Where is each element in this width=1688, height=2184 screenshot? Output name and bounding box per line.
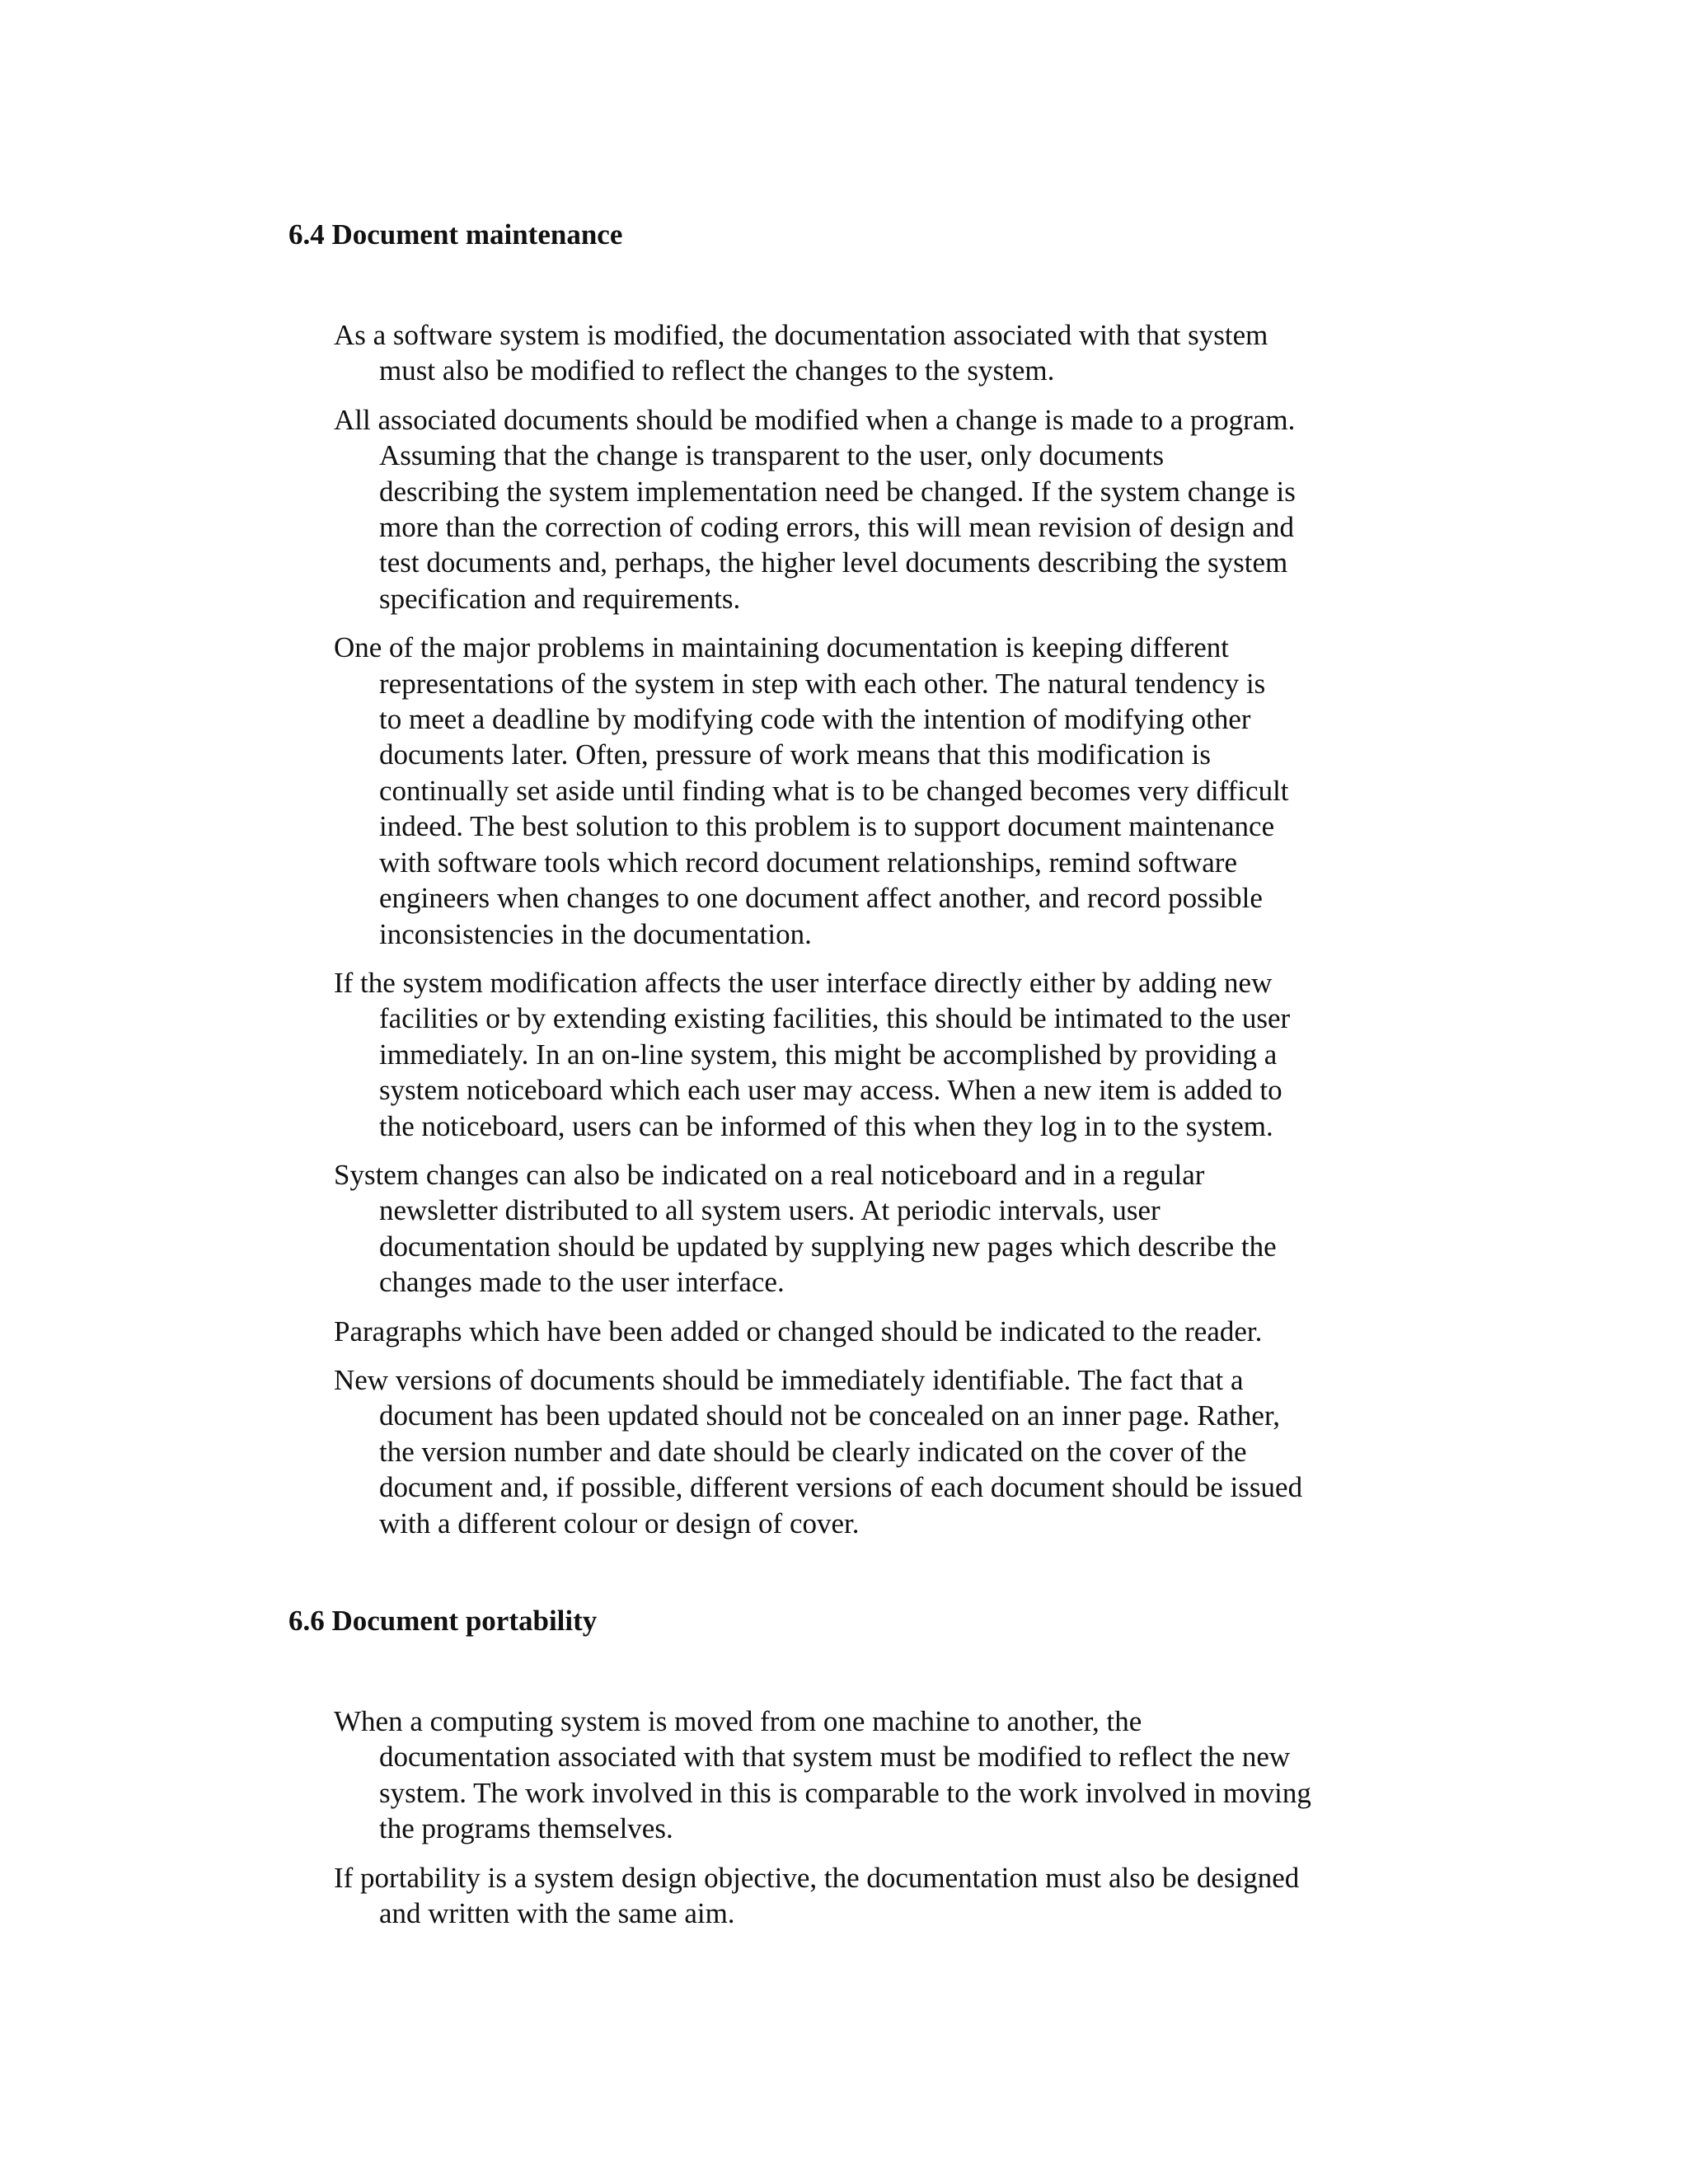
paragraph: All associated documents should be modified when a change is made to a program. Assuming that the change is transparent to the user, only documents describing the system implementation need be changed. If the system change is more than the correction of coding errors, this will mean revision of design and test documents and, perhaps, the higher level documents describing the system specification and requirements. xyxy=(334,403,1296,615)
section-heading-document-maintenance: 6.4 Document maintenance xyxy=(288,218,623,251)
paragraph: If portability is a system design objective, the documentation must also be designed and written with the same aim. xyxy=(334,1861,1300,1930)
paragraph: Paragraphs which have been added or changed should be indicated to the reader. xyxy=(334,1315,1263,1347)
paragraph: If the system modification affects the user interface directly either by adding new facilities or by extending existing facilities, this should be intimated to the user immediately. In an on-line system, this might be accomplished by providing a system noticeboard which each user may access. When a new item is added to the noticeboard, users can be informed of this when they log in to the system. xyxy=(334,966,1291,1142)
paragraph: One of the major problems in maintaining documentation is keeping different representations of the system in step with each other. The natural tendency is to meet a deadline by modifying code with the intention of modifying other documents later. Often, pressure of work means that this modification is continually set aside until finding what is to be changed becomes very difficult indeed. The best solution to this problem is to support document maintenance with software tools which record document relationships, remind software engineers when changes to one document affect another, and record possible inconsistencies in the documentation. xyxy=(334,631,1289,950)
paragraph: When a computing system is moved from one machine to another, the documentation associated with that system must be modified to reflect the new system. The work involved in this is comparable to the work involved in moving the programs themselves. xyxy=(334,1705,1311,1845)
section-heading-document-portability: 6.6 Document portability xyxy=(288,1605,598,1637)
paragraph: System changes can also be indicated on a real noticeboard and in a regular newsletter distributed to all system users. At periodic intervals, user documentation should be updated by supplying new pages which describe the changes made to the user interface. xyxy=(334,1158,1277,1299)
paragraph: As a software system is modified, the documentation associated with that system must also be modified to reflect the changes to the system. xyxy=(334,319,1268,387)
paragraph: New versions of documents should be immediately identifiable. The fact that a document has been updated should not be concealed on an inner page. Rather, the version number and date should be clearly indicated on the cover of the document and, if possible, different versions of each document should be issued with a different colour or design of cover. xyxy=(334,1363,1303,1540)
section-body-document-portability xyxy=(334,1704,1405,1944)
section-body-document-maintenance xyxy=(334,317,1405,1554)
